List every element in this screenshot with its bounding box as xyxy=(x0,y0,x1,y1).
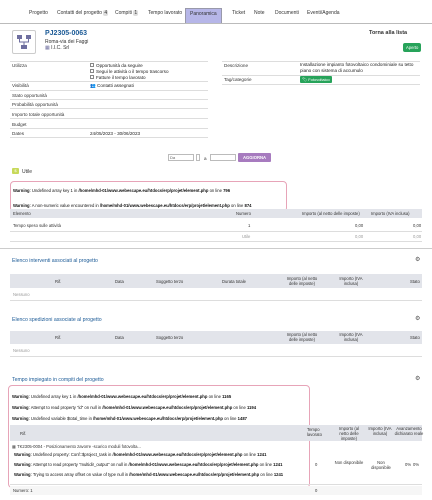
usage-opt-1: Opportunità da seguire xyxy=(96,63,143,68)
from-date-input[interactable]: Da xyxy=(168,154,194,161)
visibility-value: 👥 Contatti assegnati xyxy=(90,83,134,88)
contacts-icon: 👥 xyxy=(90,83,96,88)
project-title: Roma-via dei Faggi xyxy=(45,39,89,45)
status-badge: Aperto xyxy=(403,43,421,52)
usage-opt-3: Fatture il tempo lavorato xyxy=(96,75,146,80)
tab-ticket[interactable]: Ticket xyxy=(232,10,246,16)
usage-label: Utilizza xyxy=(12,63,27,68)
track-time-checkbox[interactable] xyxy=(90,69,94,73)
bill-time-checkbox[interactable] xyxy=(90,75,94,79)
project-logo-icon xyxy=(12,30,36,54)
gear-icon[interactable]: ⚙ xyxy=(415,316,421,322)
col-importo-iva: Importo (IVA inclusa) xyxy=(371,211,410,216)
tab-contatti[interactable]: Contatti del progetto 4 xyxy=(57,10,108,16)
usage-opt-2: Segui le attività o il tempo trascorso xyxy=(96,69,169,74)
tags-label: Tag/categorie xyxy=(224,77,252,82)
empty-text: Nessuno xyxy=(13,292,30,297)
budget-label: Budget xyxy=(12,122,27,127)
description-value: Installazione impianto fotovoltaico condominiale su tetto piano con sistema di accumulo xyxy=(300,62,414,73)
to-date-input[interactable] xyxy=(210,154,236,161)
tab-tempo-lavorato[interactable]: Tempo lavorato xyxy=(148,10,183,16)
back-to-list-link[interactable]: Torna alla lista xyxy=(369,30,408,36)
col-importo-netto: Importo (al netto delle imposte) xyxy=(302,211,360,216)
profit-table-header xyxy=(10,209,422,218)
project-ref: PJ2305-0063 xyxy=(45,30,88,37)
interventions-title: Elenco interventi associati al progetto xyxy=(12,258,98,264)
tab-compiti[interactable]: Compiti 1 xyxy=(115,10,138,16)
dates-value: 24/05/2023 - 30/06/2023 xyxy=(90,131,141,136)
gear-icon[interactable]: ⚙ xyxy=(415,257,421,263)
to-label: a xyxy=(204,156,207,161)
profit-title: Utile xyxy=(22,169,33,175)
warning-line: Warning: Undefined array key 1 in /home/mhd-01/www.webescape.eu/htdocs/erp/projet/element.php on line 796 xyxy=(13,188,231,193)
dates-label: Dates xyxy=(12,131,25,136)
empty-text: Nessuno xyxy=(13,348,30,353)
tab-bar xyxy=(0,0,432,24)
visibility-label: Visibilità xyxy=(12,83,29,88)
tab-panoramica[interactable]: Panoramica xyxy=(185,8,222,23)
opportunity-checkbox[interactable] xyxy=(90,63,94,67)
tab-documenti[interactable]: Documenti xyxy=(275,10,299,16)
col-numero: Numero xyxy=(236,211,251,216)
warning-line: Warning: Attempt to read property "multidir_output" on null in /home/mhd-01/www.webescape.eu/htdocs/erp/projet/element.php on line 1241 xyxy=(14,462,283,467)
table-row: Tempo speso sulle attività xyxy=(13,223,61,228)
shipments-title: Elenco spedizioni associate al progetto xyxy=(12,317,102,323)
warning-line: Warning: Trying to access array offset on value of type null in /home/mhd-01/www.webescape.eu/htdocs/erp/projet/element.php on line 1241 xyxy=(14,472,284,477)
total-label: Utile xyxy=(242,234,251,239)
tag-badge[interactable]: 🏷 Fotovoltaico xyxy=(302,77,330,82)
task-icon: ▦ xyxy=(12,444,16,449)
profit-icon: $ xyxy=(12,168,19,174)
opp-amount-label: Importo totale opportunità xyxy=(12,112,65,117)
total-count: Numero: 1 xyxy=(13,488,33,493)
task-row[interactable]: ▦ TK2305-0004 - Posizionamento zavorre -scarico moduli fotovolta... xyxy=(12,444,141,449)
tab-progetto[interactable]: Progetto xyxy=(29,10,48,16)
warning-line: Warning: Undefined array key 1 in /home/mhd-01/www.webescape.eu/htdocs/erp/projet/element.php on line 1165 xyxy=(12,394,232,399)
update-button[interactable]: AGGIORNA xyxy=(238,153,271,162)
tag-icon: 🏷 xyxy=(302,77,308,82)
opp-status-label: Stato opportunità xyxy=(12,93,47,98)
tab-note[interactable]: Note xyxy=(254,10,265,16)
warning-line: Warning: Attempt to read property "id" on null in /home/mhd-01/www.webescape.eu/htdocs/erp/projet/element.php on line 1194 xyxy=(12,405,257,410)
description-label: Descrizione xyxy=(224,63,248,68)
time-spent-title: Tempo impiegato in compiti del progetto xyxy=(12,377,104,383)
tab-eventi[interactable]: Eventi/Agenda xyxy=(307,10,340,16)
warning-line: Warning: Undefined property: Conf::$project_task in /home/mhd-01/www.webescape.eu/htdocs/erp/projet/element.php on line 1241 xyxy=(14,452,267,457)
col-elemento: Elemento xyxy=(13,211,31,216)
gear-icon[interactable]: ⚙ xyxy=(415,376,421,382)
thirdparty-link[interactable]: ▦ I.I.C. Srl xyxy=(45,45,70,51)
opp-prob-label: Probabilità opportunità xyxy=(12,102,58,107)
warning-line: Warning: A non-numeric value encountered in /home/mhd-01/www.webescape.eu/htdocs/erp/projet/element.php on line 874 xyxy=(13,203,252,208)
warning-line: Warning: Undefined variable $total_time in /home/mhd-01/www.webescape.eu/htdocs/erp/projet/element.php on line 1487 xyxy=(12,416,247,421)
from-date-picker[interactable] xyxy=(196,154,200,161)
